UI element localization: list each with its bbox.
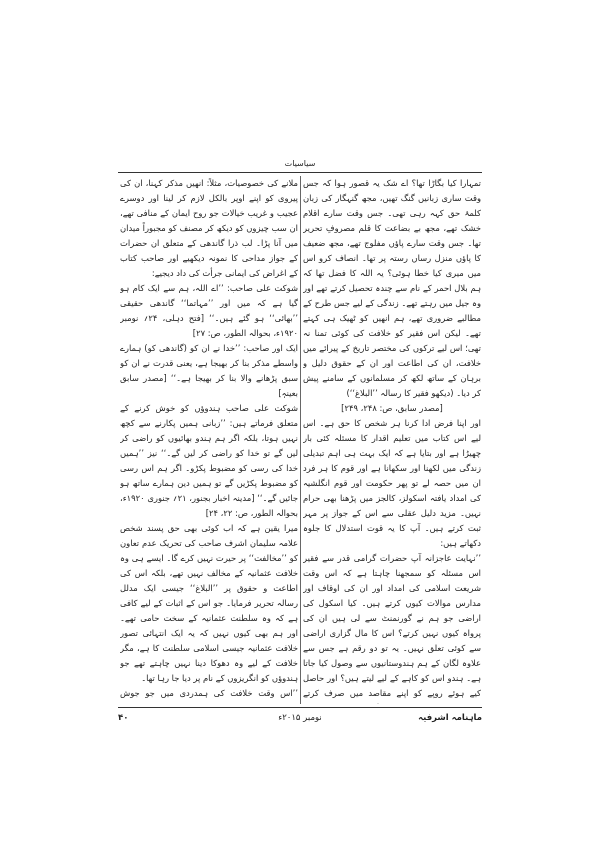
paragraph: اور اپنا فرض ادا کرنا ہر شخص کا حق ہے۔ اس لیے اس کتاب میں تعلیم اقدار کا مسئلہ کئی بار چھیڑا ہے اور بتایا ہے کہ ایک بہت ہی اہم تبدیلی زندگی میں لکھنا اور سکھانا ہے اور قوم کا ہر فرد ان میں حصہ لے تو پھر حکومت اور قوم انگلشیہ کی امداد یافتہ اسکولز، کالجز میں پڑھنا بھی حرام نہیں۔ مزید دلیل عقلی سے اس کے جواز پر مہر ثبت کرتے ہیں۔ آپ کا یہ قوت استدلال کا جلوہ دکھاتے ہیں: bbox=[303, 418, 481, 548]
page-number: ۴۰ bbox=[118, 713, 129, 723]
paragraph: ’’نہایت عاجزانہ آپ حضرات گرامی قدر سے فقیر اس مسئلہ کو سمجھنا چاہتا ہے کہ اس وقت شریعت اسلامی کی امداد اور ان کی اوقاف اور مدارس موالات کیوں کرتے ہیں۔ کیا اسکول کی اراضی جو ہم نے گورنمنٹ سے لی ہیں ان کی پرواہ کیوں نہیں کرتے؟ اس کا مال گزاری اراضی سے کوئی تعلق نہیں۔ یہ تو دو رقم ہے جس سے علاوہ لگان کے ہم ہندوستانیوں سے وصول کیا جاتا ہے۔ ہندو اس کو کاہے کے لیے لیتے ہیں؟ اور حاصل کیے ہوئے روپے کو اپنے مقاصد میں صرف کرتے bbox=[303, 553, 481, 698]
text-column-right bbox=[303, 176, 481, 704]
magazine-name: ماہنامہ اشرفیہ bbox=[418, 713, 482, 723]
header-divider bbox=[118, 172, 482, 173]
paragraph: میرا یقین ہے کہ اب کوئی بھی حق پسند شخص علامہ سلیمان اشرف صاحب کی تحریک عدم تعاون کو ’’مخالفت‘‘ پر حیرت نہیں کرے گا۔ ایسے ہی وہ خلافت عثمانیہ کے مخالف نہیں تھے، بلکہ اس کی اطاعت و حقوق پر ’’البلاغ‘‘ جیسی ایک مدلل رسالہ تحریر فرمایا۔ جو اس کے اثبات کے لیے کافی ہے کہ وہ سلطنت عثمانیہ کے سخت حامی تھے۔ اور ہم بھی کیوں نہیں کہ یہ ایک انتہائی تصور خلافت عثمانیہ جیسی اسلامی سلطنت کا ہے، مگر خلافت کے لیے وہ دھوکا دینا نہیں چاہتے تھے جو ہندوؤں کو انگریزوں کے نام پر دیا جا رہا تھا۔ bbox=[120, 523, 298, 683]
paragraph: ملانے کی خصوصیات، مثلاً: انھیں مذکر کہنا، ان کی پیروی کو اپنے اوپر بالکل لازم کر لینا اور دوسرے عجیب و غریب خیالات جو روح ایمان کے منافی تھے، ان سب چیزوں کو دیکھ کر مصنف کو مجبوراً میدان میں آنا پڑا۔ لب ذرا گاندھی کے متعلق ان حضرات کے جواز مداحی کا نمونہ دیکھیے اور صاحب کتاب کے اغراض کی ایمانی جرأت کی داد دیجیے: bbox=[120, 178, 298, 278]
citation: [مصدر سابق، ص: ۲۴۸، ۲۴۹] bbox=[341, 403, 443, 413]
column-divider bbox=[300, 176, 301, 704]
paragraph: ’’اس وقت خلافت کی ہمدردی میں جو جوش bbox=[120, 688, 298, 698]
issue-date: نومبر ۲۰۱۵ء bbox=[278, 713, 322, 723]
paragraph: ایک اور صاحب: ’’خدا نے ان کو (گاندھی کو) ہمارے واسطے مذکر بنا کر بھیجا ہے، یعنی قدرت نے ان کو سبق پڑھانے والا بنا کر بھیجا ہے۔‘‘ [مصدر سابق بعینہٖ] bbox=[120, 343, 298, 398]
paragraph: شوکت علی صاحب ہندوؤں کو خوش کرنے کے متعلق فرماتے ہیں: ’’زبانی ہمیں پکارنے سے کچھ نہیں ہوتا، بلکہ اگر ہم ہندو بھائیوں کو راضی کر لیں گے تو خدا کو راضی کر لیں گے۔‘‘ نیز ’’ہمیں خدا کی رسی کو مضبوط پکڑو۔ اگر ہم اس رسی کو مضبوط پکڑیں گے تو ہمیں دین ہمارے ساتھ ہو جائیں گے۔‘‘ [مدینہ اخبار بجنور، ۲۱؍ جنوری ۱۹۲۰ء، بحوالہ الطور، ص: ۲۲، ۲۴] bbox=[120, 403, 298, 518]
paragraph: تمہارا کیا بگاڑا تھا؟ اے شک یہ قصور ہوا کہ جس وقت ساری زبانیں گنگ تھیں، مجھ گنہگار کی زبان کلمۂ حق کہہ رہی تھی۔ جس وقت سارے اقلام خشک تھے، مجھ بے بضاعت کا قلم مصروفِ تحریر تھا۔ جس وقت سارے پاؤں مفلوج تھے، مجھ ضعیف کا پاؤں منزل رساں رستہ پر تھا۔ انصاف کرو اس میں میری کیا خطا ہوئی؟ یہ اللہ کا فضل تھا کہ ہم بلال احمر کے نام سے چندہ تحصیل کرتے تھے اور وہ جیل میں رہتے تھے۔ زندگی کے لیے جس طرح کے مطالبے ضروری تھے، ہم انھیں کو ٹھیک ہی کہتے تھے۔ لیکن اس فقیر کو خلافت کی کوئی تمنا نہ تھی؛ اس لیے ترکوں کی مختصر تاریخ کے پیرائے میں خلافت، ان کی اطاعت اور ان کے حقوق دلیل و برہان کے ساتھ لکھ کر مسلمانوں کے سامنے پیش کر دیا۔ (دیکھو فقیر کا رسالہ ’’البلاغ‘‘) bbox=[303, 178, 481, 398]
text-column-left bbox=[120, 176, 298, 704]
page-header-title: سیاسیات bbox=[284, 159, 316, 168]
paragraph: شوکت علی صاحب: ’’اے اللہ، ہم سے ایک کام ہو گیا ہے کہ میں اور ’’مہاتما‘‘ گاندھی حقیقی ’’بھائی‘‘ ہو گئے ہیں۔‘‘ [فتح دہلی، ۲۴؍ نومبر ۱۹۲۰ء، بحوالہ الطور، ص: ۲۷] bbox=[120, 283, 298, 338]
page-footer bbox=[118, 710, 482, 726]
footer-divider bbox=[118, 707, 482, 708]
